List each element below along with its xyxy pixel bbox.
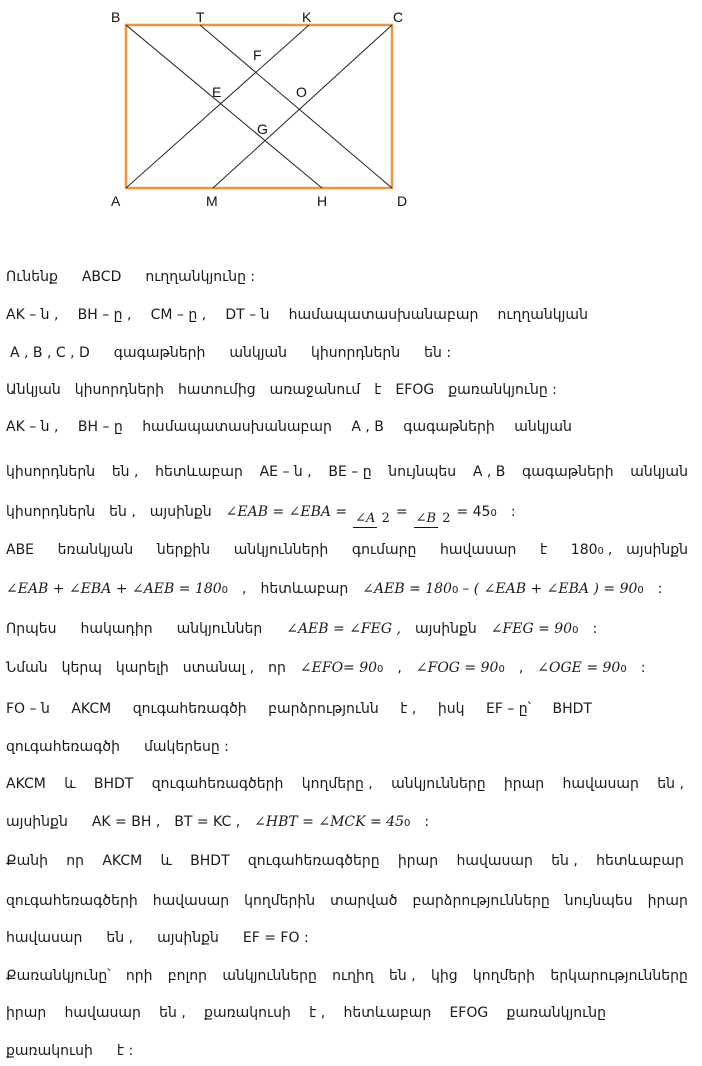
word: A , B , C , D [10, 345, 90, 361]
word: գագաթների [522, 464, 614, 480]
label-d: D [397, 193, 408, 209]
text-line-20 [6, 1004, 606, 1022]
equation: EF = FO : [242, 930, 309, 946]
word: որ [268, 660, 286, 676]
word: AKCM [6, 776, 46, 792]
word: որ [66, 853, 85, 869]
word: AKCM [71, 701, 112, 717]
word: ներքին [156, 542, 211, 558]
word: հակադիր [80, 621, 153, 637]
word: եռանկյան [57, 542, 134, 558]
word: հետևաբար [155, 464, 243, 480]
word: և [160, 853, 172, 869]
text-line-1 [6, 268, 688, 286]
word: նույնպես [564, 893, 633, 909]
word: կողմերին [244, 893, 316, 909]
word: համապատասխանաբար [288, 307, 479, 323]
word: հավասար [64, 1005, 141, 1021]
word: զուգահեռագծերի [151, 776, 284, 792]
label-m: M [206, 193, 218, 209]
word: գումարը [351, 542, 417, 558]
word: են , [111, 464, 139, 480]
equation: ∠EFO= 90 [299, 660, 378, 676]
word: այսինքն [6, 814, 68, 830]
word: DT – ն [225, 307, 270, 323]
word: է , [400, 701, 417, 717]
word: գագաթների [113, 345, 206, 361]
label-h: H [317, 193, 328, 209]
word: այսինքն [414, 621, 477, 637]
word: գագաթների [403, 419, 495, 435]
fraction-a-over-2 [353, 511, 390, 528]
word: քառանկյունը : [448, 382, 557, 398]
word: Քառանկյունը՝ [6, 968, 111, 984]
equation: AK = BH , [91, 814, 161, 830]
word: AE – ն , [259, 464, 312, 480]
degree: 0 [597, 546, 604, 557]
word: AK – ն , [6, 419, 59, 435]
text-line-19 [6, 967, 688, 985]
text-line-11 [6, 659, 688, 679]
word: բարձրությունն [268, 701, 379, 717]
fraction-denominator: 2 [381, 511, 390, 526]
punctuation: : [592, 621, 598, 637]
label-g: G [257, 121, 268, 137]
word: անկյունների [233, 542, 329, 558]
word: A , B [472, 464, 506, 480]
word: կիսորդներն [311, 345, 401, 361]
word: զուգահեռագծերը [247, 853, 380, 869]
degree: 0 [490, 508, 497, 519]
word: այսինքն [149, 504, 212, 520]
word: հետևաբար [343, 1005, 432, 1021]
word: Որպես [6, 621, 57, 637]
word: Անկյան [6, 382, 61, 398]
equation: ∠AEB = ∠FEG , [286, 621, 401, 637]
fraction-b-over-2 [414, 511, 451, 528]
word: են , [159, 1005, 186, 1021]
label-t: T [196, 9, 205, 25]
word: զուգահեռագծերի [6, 893, 138, 909]
punctuation: , [607, 542, 613, 558]
word: են , [109, 504, 136, 520]
word: կերպ [61, 660, 102, 676]
degree: 0 [572, 625, 579, 636]
word: են , [551, 853, 578, 869]
equals: = [395, 504, 408, 520]
word: կարելի [115, 660, 169, 676]
word: են , [657, 776, 684, 792]
text-line-13 [6, 738, 688, 756]
bisector-dt [200, 25, 392, 188]
word: հետևաբար [260, 581, 349, 597]
word: է [539, 542, 548, 558]
text-line-6 [6, 463, 688, 481]
degree: 0 [377, 664, 384, 675]
bisector-cm [213, 25, 392, 188]
equation: ∠AEB = 180 [362, 581, 452, 597]
word: իրար [6, 1005, 47, 1021]
word: AKCM [102, 853, 143, 869]
label-b: B [111, 9, 121, 25]
fraction-numerator: ∠B [415, 511, 437, 526]
text-line-8 [6, 541, 688, 561]
word: հավասար [456, 853, 533, 869]
word: են : [424, 345, 452, 361]
word: նույնպես [388, 464, 457, 480]
text-line-3 [10, 344, 688, 362]
word: համապատասխանաբար [142, 419, 332, 435]
word: հավասար [152, 893, 230, 909]
equation: ∠EAB = ∠EBA = [225, 504, 348, 520]
word: կողմերի [472, 968, 536, 984]
word: BHDT [552, 701, 592, 717]
word: է , [309, 1005, 326, 1021]
word: երկարությունները [550, 968, 688, 984]
word: իրար [647, 893, 688, 909]
word: հավասար [6, 930, 83, 946]
word: անկյան [514, 419, 572, 435]
word: EFOG [395, 382, 435, 398]
word: որի [125, 968, 153, 984]
word: ABCD [81, 269, 122, 285]
word: ուղղանկյունը : [145, 269, 256, 285]
word: զուգահեռագծի [132, 701, 247, 717]
word: քառանկյունը [506, 1005, 606, 1021]
word: առաջանում [269, 382, 361, 398]
word: բարձրությունները [412, 893, 550, 909]
label-c: C [393, 9, 404, 25]
punctuation: : [424, 814, 430, 830]
word: ուղիղ [332, 968, 374, 984]
label-e: E [212, 84, 222, 100]
word: FO – ն [6, 701, 50, 717]
text-line-12 [6, 700, 592, 718]
word: ստանալ , [182, 660, 255, 676]
word: անկյուններ [176, 621, 263, 637]
degree: 0 [637, 585, 644, 596]
bisector-bh [126, 25, 322, 188]
degree: 0 [404, 818, 411, 829]
equation: ∠FEG = 90 [490, 621, 573, 637]
word: հավասար [562, 776, 639, 792]
text-line-4 [6, 381, 688, 399]
word: BHDT [93, 776, 134, 792]
text-line-10 [6, 620, 688, 640]
degree: 0 [620, 664, 627, 675]
text-line-16 [6, 852, 684, 870]
word: մակերեսը : [143, 739, 229, 755]
word: են , [106, 930, 134, 946]
punctuation: : [657, 581, 663, 597]
word: Քանի [6, 853, 48, 869]
fraction-denominator: 2 [442, 511, 451, 526]
word: իսկ [437, 701, 465, 717]
text-line-5 [6, 418, 572, 436]
word: BH – ը [77, 419, 123, 435]
word: քառակուսի [6, 1043, 93, 1059]
text-line-17 [6, 892, 688, 910]
equation: – ( ∠EAB + ∠EBA ) = 90 [462, 581, 638, 597]
equation: ∠HBT = ∠MCK = 45 [254, 814, 405, 830]
punctuation: , [397, 660, 402, 676]
word: է [374, 382, 382, 398]
label-k: K [302, 9, 312, 25]
word: հավասար [439, 542, 517, 558]
punctuation: , [518, 660, 524, 676]
word: են , [389, 968, 416, 984]
equation: BT = KC , [174, 814, 241, 830]
bisector-ak [126, 25, 309, 188]
word: անկյան [229, 345, 288, 361]
word: հատումից [177, 382, 256, 398]
word: իրար [503, 776, 545, 792]
word: BE – ը [328, 464, 372, 480]
word: անկյունները [391, 776, 486, 792]
text-line-15 [6, 813, 688, 833]
degree: 0 [451, 585, 459, 596]
word: զուգահեռագծի [6, 739, 120, 755]
text-line-9 [6, 580, 688, 600]
word: կողմերը , [301, 776, 373, 792]
degree: 0 [498, 664, 505, 675]
word: CM – ը , [150, 307, 207, 323]
label-f: F [253, 47, 262, 63]
word: է : [116, 1043, 134, 1059]
word: կիսորդներն [6, 504, 96, 520]
degree: 0 [221, 585, 229, 596]
text-line-7 [6, 503, 688, 526]
equation: ∠OGE = 90 [537, 660, 621, 676]
word: կիսորդներն [6, 464, 96, 480]
word: BH – ը , [77, 307, 132, 323]
word: BHDT [190, 853, 230, 869]
word: կից [431, 968, 458, 984]
word: տարված [330, 893, 398, 909]
word: այսինքն [157, 930, 219, 946]
punctuation: : [510, 504, 516, 520]
equation: ∠EAB + ∠EBA + ∠AEB = 180 [6, 581, 222, 597]
equation-value: = 45 [456, 504, 491, 520]
word: AK – ն , [6, 307, 59, 323]
label-o: O [296, 84, 307, 100]
text-line-2 [6, 306, 688, 324]
word: Նման [6, 660, 48, 676]
word: EF – ը՝ [485, 701, 531, 717]
punctuation: , [242, 581, 247, 597]
number: 180 [570, 542, 598, 558]
word: իրար [397, 853, 439, 869]
word: Ունենք [6, 269, 58, 285]
text-line-14 [6, 775, 684, 793]
word: և [64, 776, 76, 792]
word: այսինքն [626, 542, 688, 558]
text-line-21 [6, 1042, 688, 1060]
word: ABE [6, 542, 35, 558]
word: EFOG [449, 1005, 489, 1021]
fraction-numerator: ∠A [355, 511, 376, 526]
word: բոլոր [167, 968, 208, 984]
word: քառակուսի [204, 1005, 291, 1021]
text-line-18 [6, 929, 688, 947]
label-a: A [111, 193, 121, 209]
equation: ∠FOG = 90 [415, 660, 499, 676]
punctuation: : [640, 660, 646, 676]
word: անկյան [630, 464, 688, 480]
word: կիսորդների [74, 382, 164, 398]
word: անկյունները [222, 968, 317, 984]
word: հետևաբար [596, 853, 684, 869]
geometry-figure [0, 0, 702, 225]
word: ուղղանկյան [497, 307, 588, 323]
word: A , B [351, 419, 384, 435]
